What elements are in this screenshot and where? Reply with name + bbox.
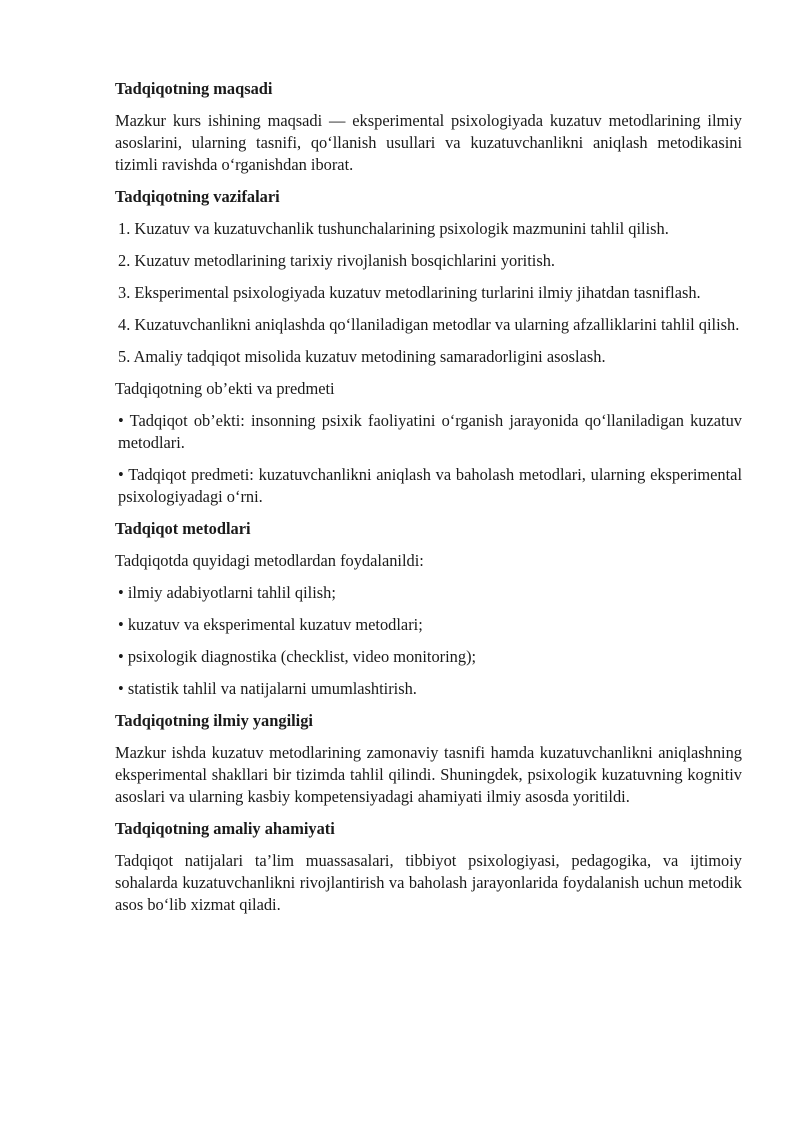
object-item-2: • Tadqiqot predmeti: kuzatuvchanlikni aniqlash va baholash metodlari, ularning eksperimental psixologiyadagi o‘rni. <box>118 465 742 506</box>
practical-heading: Tadqiqotning amaliy ahamiyati <box>115 819 335 838</box>
methods-heading: Tadqiqot metodlari <box>115 519 251 538</box>
object-heading: Tadqiqotning ob’ekti va predmeti <box>115 379 335 398</box>
tasks-heading: Tadqiqotning vazifalari <box>115 187 280 206</box>
novelty-heading: Tadqiqotning ilmiy yangiligi <box>115 711 313 730</box>
methods-intro: Tadqiqotda quyidagi metodlardan foydalanildi: <box>115 551 424 570</box>
goal-heading: Tadqiqotning maqsadi <box>115 79 273 98</box>
methods-item-2: • kuzatuv va eksperimental kuzatuv metodlari; <box>118 615 423 634</box>
practical-paragraph: Tadqiqot natijalari ta’lim muassasalari, tibbiyot psixologiyasi, pedagogika, va ijtimoiy sohalarda kuzatuvchanlikni rivojlantirish va baholash jarayonlarida foydalanish uchun metodik asos bo‘lib xizmat qiladi. <box>115 851 742 914</box>
task-item-3: 3. Eksperimental psixologiyada kuzatuv metodlarining turlarini ilmiy jihatdan tasniflash. <box>118 283 701 302</box>
methods-item-1: • ilmiy adabiyotlarni tahlil qilish; <box>118 583 336 602</box>
task-item-2: 2. Kuzatuv metodlarining tarixiy rivojlanish bosqichlarini yoritish. <box>118 251 556 270</box>
task-item-4: 4. Kuzatuvchanlikni aniqlashda qo‘llaniladigan metodlar va ularning afzalliklarini tahlil qilish. <box>118 315 740 334</box>
methods-item-3: • psixologik diagnostika (checklist, video monitoring); <box>118 647 477 666</box>
document-page <box>115 78 742 926</box>
object-item-1: • Tadqiqot ob’ekti: insonning psixik faoliyatini o‘rganish jarayonida qo‘llaniladigan kuzatuv metodlari. <box>118 411 742 452</box>
goal-paragraph: Mazkur kurs ishining maqsadi — eksperimental psixologiyada kuzatuv metodlarining ilmiy asoslarini, ularning tasnifi, qo‘llanish usullari va kuzatuvchanlikni aniqlash metodikasini tizimli ravishda o‘rganishdan iborat. <box>115 111 742 174</box>
task-item-5: 5. Amaliy tadqiqot misolida kuzatuv metodining samaradorligini asoslash. <box>118 347 606 366</box>
novelty-paragraph: Mazkur ishda kuzatuv metodlarining zamonaviy tasnifi hamda kuzatuvchanlikni aniqlashning eksperimental shakllari bir tizimda tahlil qilindi. Shuningdek, psixologik kuzatuvning kognitiv asoslari va ularning kasbiy kompetensiyadagi ahamiyati ilmiy asosda yoritildi. <box>115 743 742 806</box>
methods-item-4: • statistik tahlil va natijalarni umumlashtirish. <box>118 679 417 698</box>
task-item-1: 1. Kuzatuv va kuzatuvchanlik tushunchalarining psixologik mazmunini tahlil qilish. <box>118 219 669 238</box>
